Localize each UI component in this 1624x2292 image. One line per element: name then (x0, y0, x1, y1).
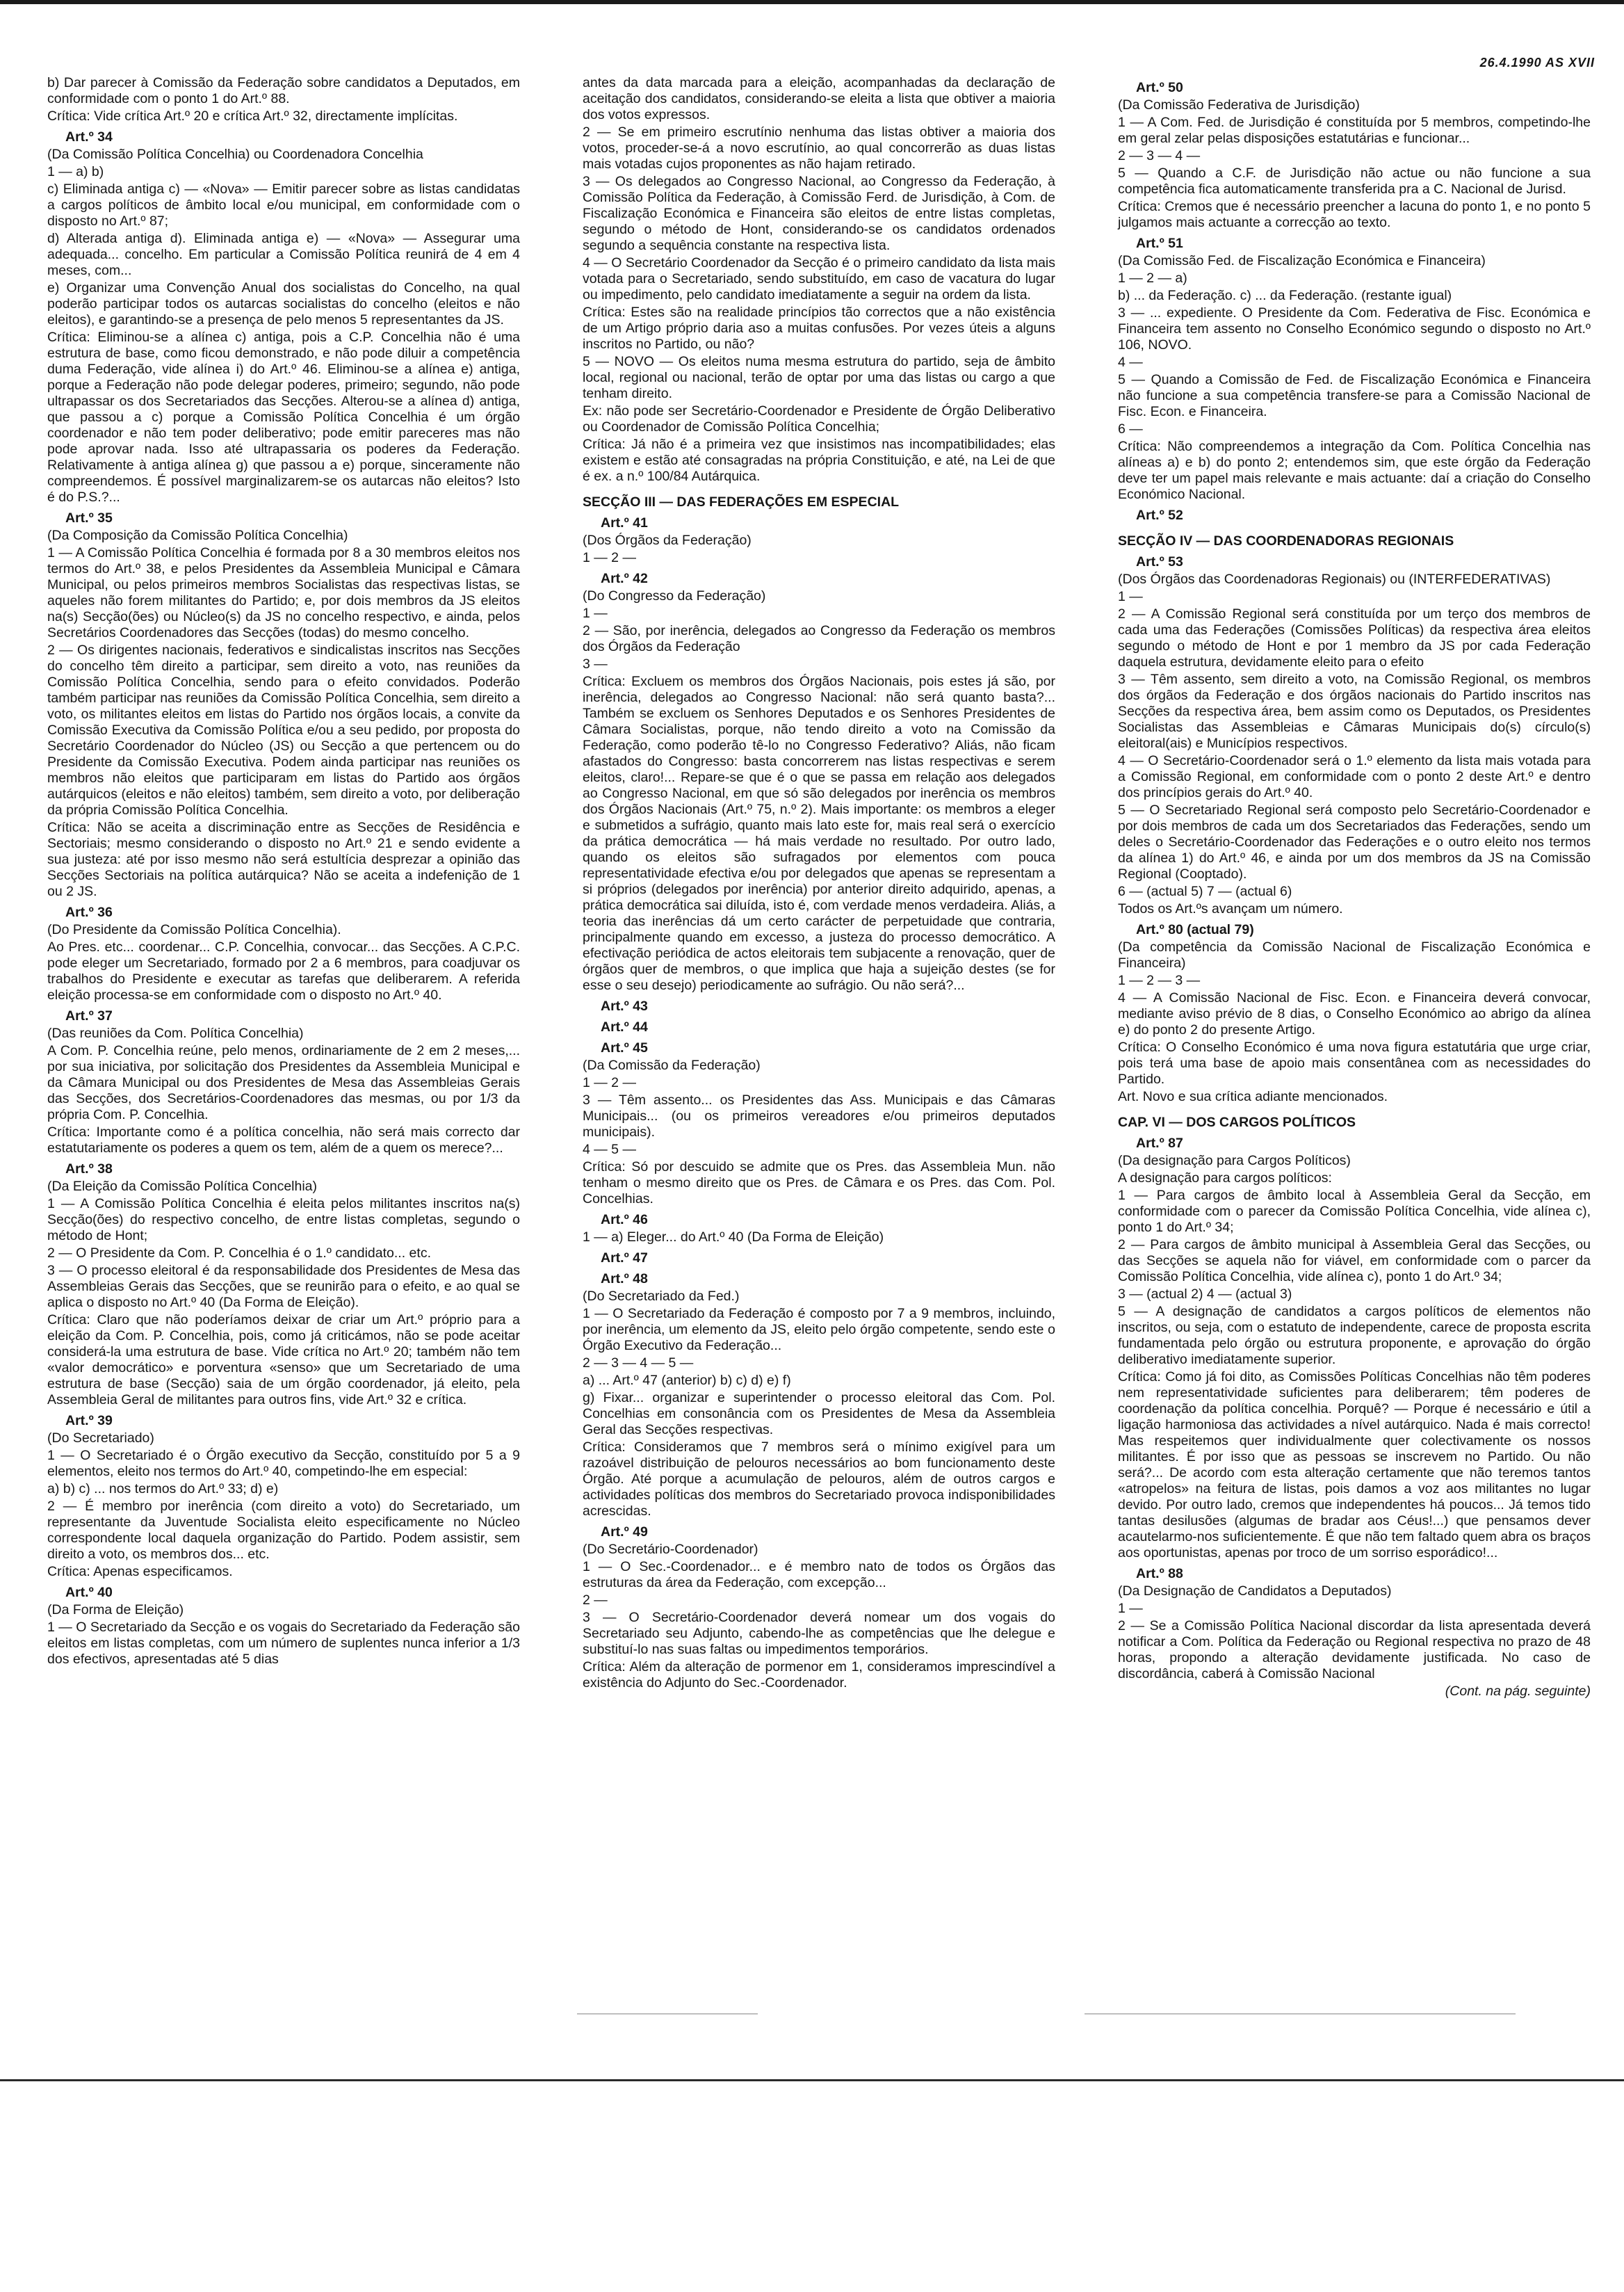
paragraph: d) Alterada antiga d). Eliminada antiga e) — «Nova» — Assegurar uma adequada... concelho. Em particular a Comissão Política reunirá de 4 em 4 meses, com... (47, 231, 520, 278)
paragraph: Crítica: Consideramos que 7 membros será o mínimo exigível para um razoável distribuição de pelouros necessários ao bom funcionamento deste Órgão. Até porque a acumulação de pelouros, além de outros cargos e actividades políticas dos membros do Secretariado provoca indisponibilidades acrescidas. (583, 1439, 1055, 1519)
paragraph: (Da Forma de Eleição) (47, 1602, 184, 1617)
paragraph: 2 — Para cargos de âmbito municipal à Assembleia Geral das Secções, ou das Secções se aquela não for viável, em conformidade com o parcer da Comissão Política Concelhia, vide alínea c), ponto 1 do Art.º 34; (1118, 1237, 1591, 1284)
paragraph: 5 — A designação de candidatos a cargos políticos de elementos não inscritos, ou seja, com o estatuto de independente, carece de proposta escrita fundamentada pelo órgão ou estrutura proponente, e aprovação do órgão deliberativo imediatamente superior. (1118, 1304, 1591, 1367)
paragraph: (Dos Órgãos das Coordenadoras Regionais) ou (INTERFEDERATIVAS) (1118, 572, 1551, 587)
paragraph: 4 — (1118, 355, 1143, 370)
paragraph: 1 — O Secretariado da Secção e os vogais do Secretariado da Federação são eleitos em listas completas, com um número de suplentes nunca inferior a 1/3 dos efectivos, apresentadas até 5 dias (47, 1620, 520, 1667)
paragraph: 1 — 2 — (583, 1075, 636, 1090)
section-heading: CAP. VI — DOS CARGOS POLÍTICOS (1118, 1115, 1356, 1130)
paragraph: A Com. P. Concelhia reúne, pelo menos, ordinariamente de 2 em 2 meses,... por sua iniciativa, por solicitação dos Presidentes da Assembleia Municipal e da Câmara Municipal ou dos Presidentes de Mesa das Assembleias Gerais das Secções, dos Secretários-Coordenadores das mesmas, ou por 1/3 da própria Com. P. Concelhia. (47, 1043, 520, 1122)
article-heading: Art.º 36 (65, 905, 113, 920)
paragraph: Crítica: Além da alteração de pormenor em 1, consideramos imprescindível a existência do Adjunto do Sec.-Coordenador. (583, 1659, 1055, 1690)
paragraph: 1 — A Com. Fed. de Jurisdição é constituída por 5 membros, competindo-lhe em geral zelar pelas disposições estatutárias e funcionar... (1118, 115, 1591, 146)
paragraph: 3 — Têm assento... os Presidentes das Ass. Municipais e das Câmaras Municipais... (ou os primeiros vereadores e/ou primeiros deputados municipais). (583, 1092, 1055, 1140)
paragraph: 1 — (583, 606, 608, 621)
paragraph: 2 — O Presidente da Com. P. Concelhia é o 1.º candidato... etc. (47, 1245, 431, 1261)
paragraph: 2 — Os dirigentes nacionais, federativos e sindicalistas inscritos nas Secções do concelho têm direito a participar, sem direito a voto, nas reuniões da Comissão Política Concelhia, sendo para o efeito convidados. Poderão também participar nas reuniões da Comissão Política Concelhia, sem direito a voto, os militantes eleitos em listas do Partido nos órgãos locais, a convite da Comissão Executiva da Comissão Política e/ou a seu pedido, por proposta do Secretário Coordenador do Núcleo (JS) ou Secção a que pertencem ou do Presidente da Comissão Executiva. Podem ainda participar nas reuniões os membros não eleitos que participaram em listas do Partido aos órgãos autárquicos (eleitos e não eleitos) também, sem direito a voto, por deliberação da própria Comissão Política Concelhia. (47, 643, 520, 818)
article-heading: Art.º 51 (1136, 236, 1183, 251)
paragraph: Crítica: Importante como é a política concelhia, não será mais correcto dar estatutariamente os poderes a quem os tem, além de a quem os merece?... (47, 1124, 520, 1156)
paragraph: 1 — 2 — 3 — (1118, 973, 1201, 988)
paragraph: (Do Secretariado da Fed.) (583, 1289, 740, 1304)
paragraph: (Da Eleição da Comissão Política Concelhia) (47, 1179, 318, 1194)
paragraph: (Do Secretariado) (47, 1430, 154, 1446)
paragraph: 5 — Quando a C.F. de Jurisdição não actue ou não funcione a sua competência fica automaticamente transferida pra a C. Nacional de Jurisd. (1118, 166, 1591, 197)
scan-noise (577, 2013, 758, 2015)
paragraph: Todos os Art.ºs avançam um número. (1118, 901, 1343, 917)
paragraph: (Da Comissão da Federação) (583, 1058, 761, 1073)
paragraph: 1 — a) b) (47, 164, 104, 179)
paragraph: (Da designação para Cargos Políticos) (1118, 1153, 1351, 1168)
article-heading: Art.º 48 (601, 1271, 648, 1286)
bottom-rule (0, 2079, 1624, 2081)
paragraph: 3 — O Secretário-Coordenador deverá nomear um dos vogais do Secretariado seu Adjunto, cabendo-lhe as competências que lhe delegue e substituí-lo nas suas faltas ou impedimentos temporários. (583, 1610, 1055, 1657)
paragraph: e) Organizar uma Convenção Anual dos socialistas do Concelho, na qual poderão participar todos os autarcas socialistas do concelho (eleitos e não eleitos), e garantindo-se a presença de pelo menos 5 representantes da JS. (47, 280, 520, 328)
paragraph: 2 — São, por inerência, delegados ao Congresso da Federação os membros dos Órgãos da Federação (583, 623, 1055, 654)
article-heading: Art.º 34 (65, 129, 113, 145)
paragraph: (Da Comissão Fed. de Fiscalização Económica e Financeira) (1118, 253, 1486, 268)
article-heading: Art.º 39 (65, 1413, 113, 1428)
paragraph: c) Eliminada antiga c) — «Nova» — Emitir parecer sobre as listas candidatas a cargos políticos de âmbito local e/ou municipal, em conformidade com o disposto no Art.º 87; (47, 181, 520, 229)
continued-note: (Cont. na pág. seguinte) (1445, 1684, 1591, 1699)
article-heading: Art.º 42 (601, 571, 648, 586)
paragraph: 4 — 5 — (583, 1142, 636, 1157)
paragraph: (Do Presidente da Comissão Política Concelhia). (47, 922, 341, 937)
paragraph: 5 — Quando a Comissão de Fed. de Fiscalização Económica e Financeira não funcione a sua competência transfere-se para a Comissão Nacional de Fisc. Econ. e Financeira. (1118, 372, 1591, 419)
paragraph: A designação para cargos políticos: (1118, 1170, 1332, 1186)
paragraph: 2 — (583, 1592, 608, 1608)
text-column-1 (47, 75, 520, 1669)
paragraph: 5 — O Secretariado Regional será composto pelo Secretário-Coordenador e por dois membros de cada um dos Secretariados das Federações, sendo um deles o Secretário-Coordenador das Federações e o outro eleito nos termos da alínea 1) do Art.º 46, e ainda por um dos membros da JS na Comissão Regional (Cooptado). (1118, 802, 1591, 882)
paragraph: (Da Designação de Candidatos a Deputados) (1118, 1583, 1392, 1599)
paragraph: 3 — Têm assento, sem direito a voto, na Comissão Regional, os membros dos órgãos da Federação e dos órgãos nacionais do Partido inscritos nas Secções da respectiva área, bem assim como os Deputados, os Presidentes Socialistas das Assembleias e Câmaras Municipais do(s) círculo(s) eleitoral(ais) e Municípios respectivos. (1118, 672, 1591, 751)
paragraph: Crítica: Apenas especificamos. (47, 1564, 233, 1579)
article-heading: Art.º 50 (1136, 80, 1183, 95)
paragraph: 1 — O Secretariado é o Órgão executivo da Secção, constituído por 5 a 9 elementos, eleito nos termos do Art.º 40, competindo-lhe em especial: (47, 1448, 520, 1479)
article-heading: Art.º 80 (actual 79) (1136, 922, 1254, 937)
paragraph: Crítica: Claro que não poderíamos deixar de criar um Art.º próprio para a eleição da Com. P. Concelhia, pois, como já criticámos, não se pode aceitar considerá-la uma estrutura de base. Vide crítica no Art.º 20; também não tem «valor democrático» e porventura «senso» que um Secretariado de uma estrutura de base (Secção) saia de um órgão coordenador, já eleito, pela Assembleia Geral de militantes para outros fins, vide Art.º 32 e crítica. (47, 1312, 520, 1407)
section-heading: SECÇÃO IV — DAS COORDENADORAS REGIONAIS (1118, 533, 1454, 549)
article-heading: Art.º 49 (601, 1524, 648, 1540)
paragraph: Crítica: Estes são na realidade princípios tão correctos que a não existência de um Artigo próprio daria aso a muitas confusões. Por vezes úteis a alguns inscritos no Partido, ou não? (583, 305, 1055, 352)
paragraph: g) Fixar... organizar e superintender o processo eleitoral das Com. Pol. Concelhias em consonância com os Presidentes de Mesa da Assembleia Geral das Secções respectivas. (583, 1390, 1055, 1437)
section-heading: SECÇÃO III — DAS FEDERAÇÕES EM ESPECIAL (583, 494, 900, 510)
paragraph: 6 — (1118, 421, 1143, 437)
article-heading: Art.º 45 (601, 1040, 648, 1056)
paragraph: b) Dar parecer à Comissão da Federação sobre candidatos a Deputados, em conformidade com o ponto 1 do Art.º 88. (47, 75, 520, 106)
paragraph: a) ... Art.º 47 (anterior) b) c) d) e) f) (583, 1373, 791, 1388)
article-heading: Art.º 52 (1136, 508, 1183, 523)
paragraph: Crítica: Não se aceita a discriminação entre as Secções de Residência e Sectoriais; mesmo considerando o disposto no Art.º 21 e sendo evidente a sua justeza: até por isso mesmo não será estultícia desprezar a opinião das Secções Sectoriais na política autárquica? Não se aceita a indefenição de 1 ou 2 JS. (47, 820, 520, 899)
paragraph: Crítica: Eliminou-se a alínea c) antiga, pois a C.P. Concelhia não é uma estrutura de base, como ficou demonstrado, e não pode diluir a competência duma Federação, vide alínea i) do Art.º 46. Eliminou-se a alínea e) antiga, porque a Federação não pode delegar poderes, primeiro; segundo, não pode ultrapassar os dos Secretariados das Secções. Alterou-se a alínea d) antiga, que passou a c) porque a Comissão Política Concelhia é um órgão coordenador e não tem poder deliberativo; pode emitir pareceres mas não pode aprovar nada. Isso até ultrapassaria os poderes da Federação. Relativamente à antiga alínea g) que passou a e) porque, sinceramente não compreendemos. É possível marginalizarem-se os autarcas não eleitos? Isto é do P.S.?... (47, 330, 520, 505)
paragraph: Crítica: O Conselho Económico é uma nova figura estatutária que urge criar, pois terá uma base de apoio mais consentânea com as necessidades do Partido. (1118, 1040, 1591, 1087)
article-heading: Art.º 47 (601, 1250, 648, 1266)
paragraph: antes da data marcada para a eleição, acompanhadas da declaração de aceitação dos candidatos, considerando-se eleita a lista que obtiver a maioria dos votos expressos. (583, 75, 1055, 122)
paragraph: 1 — a) Eleger... do Art.º 40 (Da Forma de Eleição) (583, 1229, 884, 1245)
paragraph: 1 — O Sec.-Coordenador... e é membro nato de todos os Órgãos das estruturas da área da Federação, com excepção... (583, 1559, 1055, 1590)
paragraph: 1 — 2 — (583, 550, 636, 565)
paragraph: Crítica: Já não é a primeira vez que insistimos nas incompatibilidades; elas existem e estão até consagradas na própria Constituição, e até, na Lei de que é ex. a n.º 100/84 Autárquica. (583, 437, 1055, 484)
paragraph: 1 — O Secretariado da Federação é composto por 7 a 9 membros, incluindo, por inerência, um elemento da JS, eleito pelo órgão competente, sendo este o Órgão Executivo da Federação... (583, 1306, 1055, 1353)
article-heading: Art.º 87 (1136, 1136, 1183, 1151)
paragraph: 2 — 3 — 4 — (1118, 148, 1201, 163)
article-heading: Art.º 46 (601, 1212, 648, 1227)
paragraph: 2 — É membro por inerência (com direito a voto) do Secretariado, um representante da Juventude Socialista eleito especificamente no Núcleo correspondente local daquela organização do Partido. Podem assistir, sem direito a voto, os membros dos... etc. (47, 1499, 520, 1562)
paragraph: Art. Novo e sua crítica adiante mencionados. (1118, 1089, 1388, 1104)
paragraph: Crítica: Vide crítica Art.º 20 e crítica Art.º 32, directamente implícitas. (47, 108, 458, 124)
paragraph: Crítica: Excluem os membros dos Órgãos Nacionais, pois estes já são, por inerência, delegados ao Congresso Nacional: não será quanto basta?... Também se excluem os Senhores Deputados e os Senhores Presidentes de Câmara Socialistas, porque, não tendo direito a voto na Comissão da Federação, como poderão tê-lo no Congresso Federativo? Aliás, não ficam afastados do Congresso: basta concorrerem nas listas respectivas e serem eleitos, claro!... Repare-se que é o que se passa em relação aos delegados ao Congresso Nacional, em que só são delegados por inerência os membros dos Órgãos Nacionais (Art.º 75, n.º 2). Mais importante: os membros a eleger e submetidos a sufrágio, quanto mais lato este for, mais real será o exercício da prática democrática — há mais verdade no resultado. Por outro lado, quando os eleitos são sufragados por elementos com pouca representatividade efectiva e/ou por delegados que apenas se representam a si próprios (delegados por inerência) por anterior direito adquirido, apenas, a prática democrática sai diluída, isto é, com verdade menos verdadeira. Aliás, a teoria das inerências dá um certo carácter de perpetuidade que contraria, principalmente quando em excesso, a justeza do processo democrático. A efectivação periódica de actos eleitorais tem subjacente a renovação, quer de órgãos quer de membros, o que implica que haja a sujeição destes (se for esse o seu desejo) periodicamente ao sufrágio. Ou não será?... (583, 674, 1055, 993)
paragraph: 1 — Para cargos de âmbito local à Assembleia Geral da Secção, em conformidade com o parecer da Comissão Política Concelhia, vide alínea c), ponto 1 do Art.º 34; (1118, 1188, 1591, 1235)
paragraph: 1 — 2 — a) (1118, 271, 1187, 286)
paragraph: Ao Pres. etc... coordenar... C.P. Concelhia, convocar... das Secções. A C.P.C. pode eleger um Secretariado, formado por 2 a 6 membros, para coadjuvar os trabalhos do Presidente e executar as tarefas que deliberarem. A referida eleição processa-se em conformidade com o disposto no Art.º 40. (47, 939, 520, 1003)
paragraph: 4 — O Secretário-Coordenador será o 1.º elemento da lista mais votada para a Comissão Regional, em conformidade com o ponto 2 deste Art.º e dentro dos princípios gerais do Art.º 40. (1118, 753, 1591, 800)
top-rule (0, 0, 1624, 4)
paragraph: 3 — Os delegados ao Congresso Nacional, ao Congresso da Federação, à Comissão Política da Federação, à Comissão Ferd. de Jurisdição, à Com. de Fiscalização Económica e Financeira são eleitos de entre listas completas, segundo o método de Hont, considerando-se os candidatos ordenados segundo a sequência constante na respectiva lista. (583, 174, 1055, 253)
article-heading: Art.º 35 (65, 510, 113, 526)
paragraph: (Dos Órgãos da Federação) (583, 533, 752, 548)
paragraph: Crítica: Cremos que é necessário preencher a lacuna do ponto 1, e no ponto 5 julgamos mais actuante a correcção ao texto. (1118, 199, 1591, 230)
article-heading: Art.º 88 (1136, 1566, 1183, 1581)
paragraph: 1 — (1118, 589, 1143, 604)
article-heading: Art.º 38 (65, 1161, 113, 1177)
article-heading: Art.º 40 (65, 1585, 113, 1600)
paragraph: (Das reuniões da Com. Política Concelhia) (47, 1026, 304, 1041)
paragraph: (Da Comissão Federativa de Jurisdição) (1118, 97, 1360, 113)
article-heading: Art.º 53 (1136, 554, 1183, 570)
paragraph: 1 — A Comissão Política Concelhia é formada por 8 a 30 membros eleitos nos termos do Art.º 38, e pelos Presidentes da Assembleia Municipal e Câmara Municipal, ou pelos primeiros membros Socialistas das respectivas listas, se aqueles não forem militantes do Partido; e, por dois membros da JS eleitos na(s) Secção(ões) ou Núcleo(s) da JS no concelho respectivo, e ainda, pelos Secretários Coordenadores das Secções (todas) do mesmo concelho. (47, 545, 520, 640)
paragraph: 2 — A Comissão Regional será constituída por um terço dos membros de cada uma das Federações (Comissões Políticas) da respectiva área eleitos segundo o método de Hont e por 1 membro da JS por cada Federação daquela estrutura, devidamente eleito para o efeito (1118, 606, 1591, 670)
paragraph: 2 — 3 — 4 — 5 — (583, 1355, 694, 1371)
page-date: 26.4.1990 AS XVII (1479, 56, 1595, 70)
paragraph: Crítica: Como já foi dito, as Comissões Políticas Concelhias não têm poderes nem representatividade suficientes para deliberarem; têm poderes de coordenação da política concelhia. Porquê? — Porque é necessário e útil a ligação harmoniosa das actividades a nível autárquico. Nada é mais correcto! Mas respeitemos quer individualmente quer colectivamente os nossos militantes. É por isso que as pessoas se inscrevem no Partido. Ou não será?... De acordo com esta alteração certamente que não teremos tantos «atropelos» na feitura de listas, pois damos a voz aos militantes no lugar devido. Por outro lado, cremos que independentes há poucos... Já temos tido tantas desilusões (algumas de bradar aos Céus!...) que pensamos dever acautelarmo-nos suficientemente. É que não tem faltado quem abra os braços aos oportunistas, apenas por troco de um sorriso esporádico!... (1118, 1369, 1591, 1560)
article-heading: Art.º 37 (65, 1008, 113, 1024)
paragraph: (Do Secretário-Coordenador) (583, 1542, 758, 1557)
paragraph: Ex: não pode ser Secretário-Coordenador e Presidente de Órgão Deliberativo ou Coordenador de Comissão Política Concelhia; (583, 403, 1055, 435)
paragraph: (Da competência da Comissão Nacional de Fiscalização Económica e Financeira) (1118, 939, 1591, 971)
article-heading: Art.º 41 (601, 515, 648, 531)
paragraph: 3 — ... expediente. O Presidente da Com. Federativa de Fisc. Económica e Financeira tem assento no Conselho Económico segundo o disposto no Art.º 106, NOVO. (1118, 305, 1591, 353)
paragraph: b) ... da Federação. c) ... da Federação. (restante igual) (1118, 288, 1452, 303)
article-heading: Art.º 43 (601, 999, 648, 1014)
paragraph: 3 — (actual 2) 4 — (actual 3) (1118, 1286, 1292, 1302)
scan-noise (1085, 2013, 1516, 2015)
paragraph: Crítica: Só por descuido se admite que os Pres. das Assembleia Mun. não tenham o mesmo direito que os Pres. de Câmara e os Pres. das Com. Pol. Concelhias. (583, 1159, 1055, 1206)
paragraph: 5 — NOVO — Os eleitos numa mesma estrutura do partido, seja de âmbito local, regional ou nacional, terão de optar por uma das listas ou cargo a que tenham direito. (583, 354, 1055, 401)
paragraph: 1 — (1118, 1601, 1143, 1616)
paragraph: 1 — A Comissão Política Concelhia é eleita pelos militantes inscritos na(s) Secção(ões) do respectivo concelho, de entre listas completas, segundo o método de Hont; (47, 1196, 520, 1243)
text-column-2 (583, 75, 1055, 1693)
article-heading: Art.º 44 (601, 1019, 648, 1035)
paragraph: (Da Composição da Comissão Política Concelhia) (47, 528, 348, 543)
text-column-3 (1118, 75, 1591, 1701)
paragraph: (Da Comissão Política Concelhia) ou Coordenadora Concelhia (47, 147, 423, 162)
paragraph: 6 — (actual 5) 7 — (actual 6) (1118, 884, 1292, 899)
paragraph: 4 — A Comissão Nacional de Fisc. Econ. e Financeira deverá convocar, mediante aviso prévio de 8 dias, o Conselho Económico ao abrigo da alínea e) do ponto 2 do presente Artigo. (1118, 990, 1591, 1038)
paragraph: a) b) c) ... nos termos do Art.º 33; d) e) (47, 1481, 279, 1496)
paragraph: (Do Congresso da Federação) (583, 588, 766, 604)
paragraph: 2 — Se a Comissão Política Nacional discordar da lista apresentada deverá notificar a Com. Política da Federação ou Regional respectiva no prazo de 48 horas, propondo a alteração devidamente justificada. No caso de discordância, caberá à Comissão Nacional (1118, 1618, 1591, 1681)
paragraph: 3 — O processo eleitoral é da responsabilidade dos Presidentes de Mesa das Assembleias Gerais das Secções, que se reunirão para o efeito, e ao qual se aplica o disposto no Art.º 40 (Da Forma de Eleição). (47, 1263, 520, 1310)
paragraph: Crítica: Não compreendemos a integração da Com. Política Concelhia nas alíneas a) e b) do ponto 2; entendemos sim, que este órgão da Federação deve ter um papel mais relevante e mais actuante: daí a criação do Conselho Económico Nacional. (1118, 439, 1591, 502)
paragraph: 4 — O Secretário Coordenador da Secção é o primeiro candidato da lista mais votada para o Secretariado, sendo substituído, em caso de vacatura do lugar ou impedimento, pelo candidato imediatamente a seguir na ordem da lista. (583, 255, 1055, 302)
paragraph: 3 — (583, 656, 608, 672)
paragraph: 2 — Se em primeiro escrutínio nenhuma das listas obtiver a maioria dos votos, proceder-se-á a novo escrutínio, ao qual concorrerão as duas listas mais votadas cujos proponentes as não hajam retirado. (583, 124, 1055, 172)
